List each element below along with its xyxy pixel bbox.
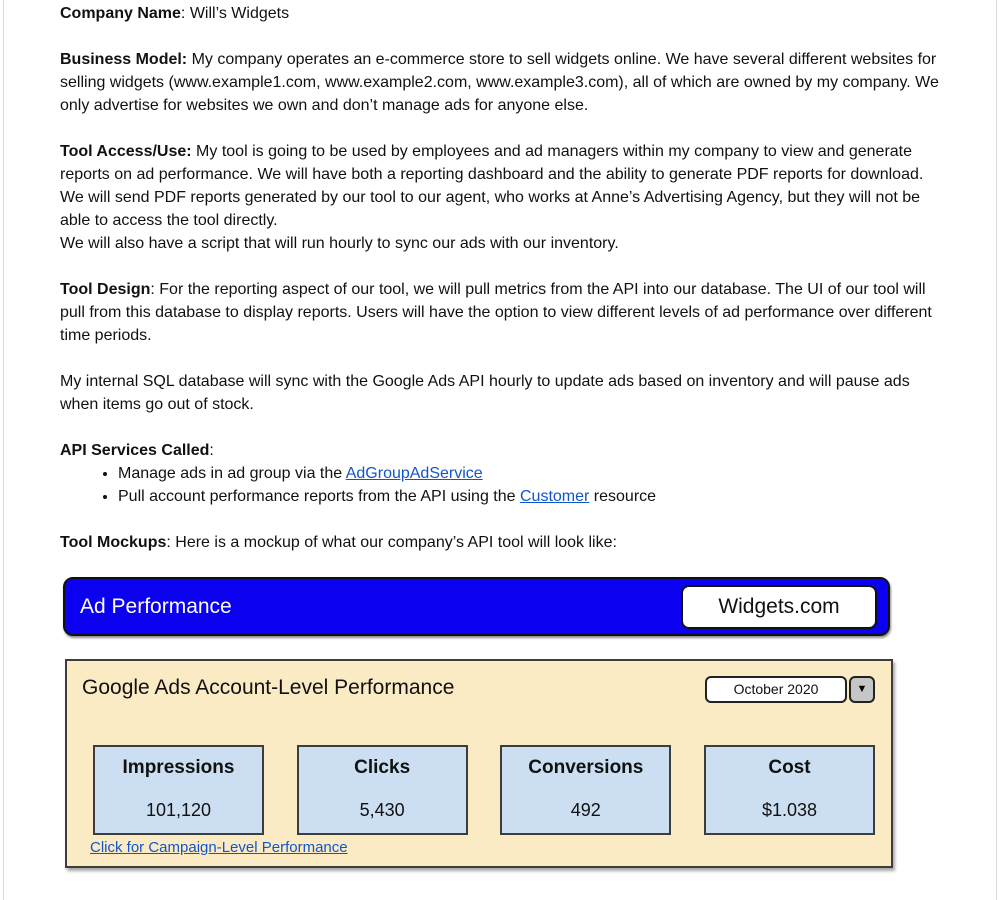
- tool-access-label: Tool Access/Use:: [60, 143, 192, 160]
- metric-value: 492: [570, 800, 601, 820]
- paragraph-tool-access: [60, 140, 948, 255]
- api-services-colon: :: [209, 442, 214, 459]
- metric-label: Clicks: [354, 757, 411, 778]
- metric-label: Impressions: [122, 757, 235, 778]
- company-name-value: : Will’s Widgets: [180, 5, 290, 22]
- adgroupadservice-link[interactable]: AdGroupAdService: [345, 465, 483, 482]
- period-dropdown[interactable]: [705, 676, 875, 703]
- chevron-down-icon: ▼: [856, 683, 868, 695]
- panel-title: Google Ads Account-Level Performance: [82, 676, 455, 699]
- document-body: [60, 2, 948, 868]
- tool-design-text: : For the reporting aspect of our tool, we will pull metrics from the API into our database. The UI of our tool will pull from this database to display reports. Users will have the option to view different levels of ad performance over different time periods.: [60, 281, 932, 344]
- widgets-site-button[interactable]: Widgets.com: [681, 585, 877, 629]
- bullet-text: Manage ads in ad group via the: [118, 465, 346, 482]
- metric-value: $1.038: [761, 800, 817, 820]
- tool-design-label: Tool Design: [60, 281, 151, 298]
- metric-value: 101,120: [145, 800, 212, 820]
- page-edge-left: [3, 0, 4, 900]
- tool-mockups-text: : Here is a mockup of what our company’s API tool will look like:: [166, 534, 617, 551]
- period-dropdown-value[interactable]: October 2020: [705, 676, 847, 703]
- metric-label: Conversions: [528, 757, 644, 778]
- sql-note-text: My internal SQL database will sync with the Google Ads API hourly to update ads based on inventory and will pause ads when items go out of stock.: [60, 373, 910, 413]
- list-item: [118, 485, 948, 508]
- tool-access-line2: We will also have a script that will run hourly to sync our ads with our inventory.: [60, 235, 619, 252]
- metric-card-clicks: [297, 745, 468, 835]
- paragraph-company-name: [60, 2, 948, 25]
- bullet-text-post: resource: [589, 488, 657, 505]
- page-edge-right: [996, 0, 997, 900]
- bullet-text: Pull account performance reports from the API using the: [118, 488, 520, 505]
- business-model-text: My company operates an e-commerce store to sell widgets online. We have several different websites for selling widgets (www.example1.com, www.example2.com, www.example3.com), all of which are owned by my company. We only advertise for websites we own and don’t manage ads for anyone else.: [60, 51, 939, 114]
- account-performance-panel: [65, 659, 893, 868]
- mockup-header-bar: [63, 577, 890, 636]
- list-item: [118, 462, 948, 485]
- dropdown-arrow-button[interactable]: [849, 676, 875, 703]
- metric-card-conversions: [500, 745, 671, 835]
- paragraph-api-services: [60, 439, 948, 462]
- metric-card-impressions: [93, 745, 264, 835]
- panel-header: [67, 661, 891, 703]
- metric-value: 5,430: [359, 800, 405, 820]
- paragraph-sql-note: [60, 370, 948, 416]
- paragraph-tool-design: [60, 278, 948, 347]
- business-model-label: Business Model:: [60, 51, 188, 68]
- metric-cards-row: [67, 745, 891, 835]
- campaign-level-performance-link[interactable]: Click for Campaign-Level Performance: [90, 839, 348, 856]
- paragraph-business-model: [60, 48, 948, 117]
- paragraph-tool-mockups: [60, 531, 948, 554]
- metric-label: Cost: [768, 757, 811, 778]
- mockup-app-title: Ad Performance: [80, 595, 232, 618]
- customer-link[interactable]: Customer: [519, 488, 590, 505]
- api-services-list: [60, 462, 948, 508]
- api-services-label: API Services Called: [60, 442, 210, 459]
- tool-access-text: My tool is going to be used by employees and ad managers within my company to view and generate reports on ad performance. We will have both a reporting dashboard and the ability to generate PDF reports for download. We will send PDF reports generated by our tool to our agent, who works at Anne’s Advertising Agency, but they will not be able to access the tool directly.: [60, 143, 924, 229]
- company-name-label: Company Name: [60, 5, 181, 22]
- tool-mockups-label: Tool Mockups: [60, 534, 167, 551]
- metric-card-cost: [704, 745, 875, 835]
